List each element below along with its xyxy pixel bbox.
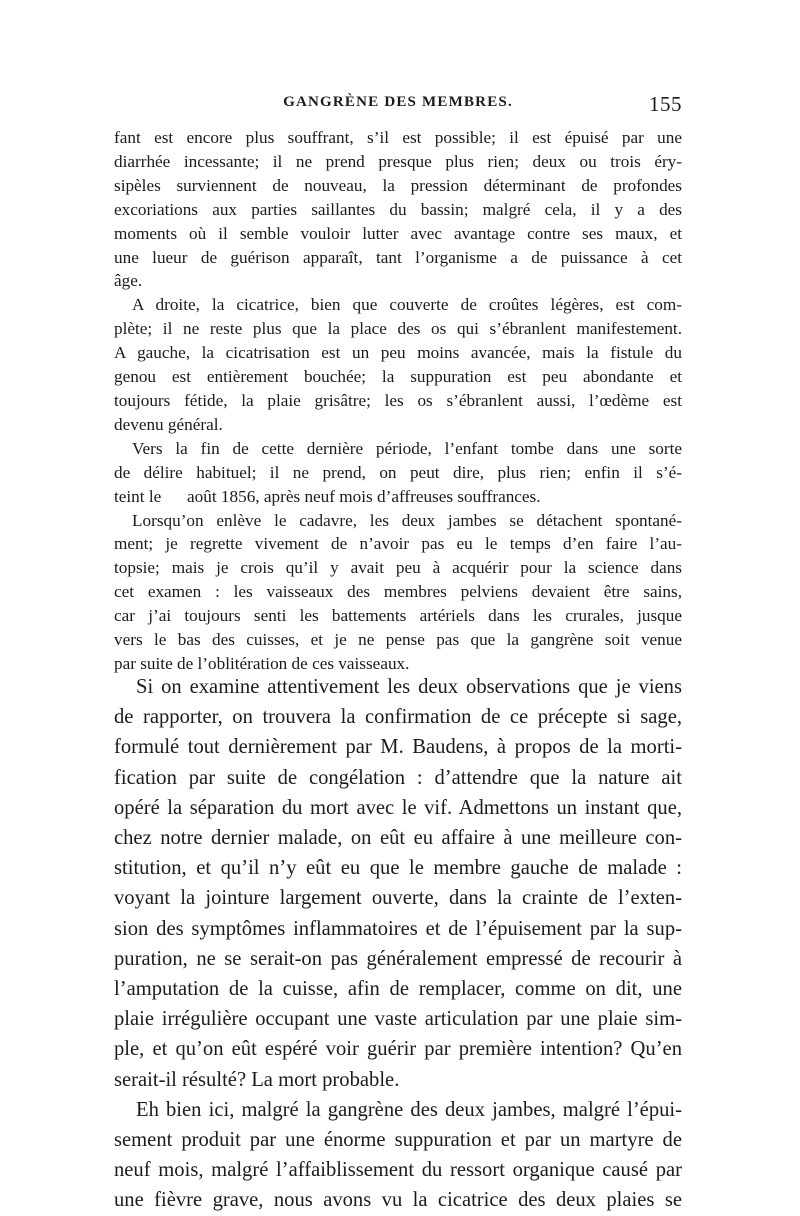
text-line: toujours fétide, la plaie grisâtre; les os s’ébranlent aussi, l’œdème est [114, 390, 682, 410]
text-line: stitution, et qu’il n’y eût eu que le membre gauche de malade : [114, 857, 682, 880]
running-head [114, 94, 682, 120]
text-line: ment; je regrette vivement de n’avoir pas eu le temps d’en faire l’au- [114, 534, 682, 554]
text-line: puration, ne se serait-on pas généralement empressé de recourir à [114, 947, 682, 970]
text-line: plète; il ne reste plus que la place des os qui s’ébranlent manifestement. [114, 319, 682, 339]
text-line: teint le août 1856, après neuf mois d’affreuses souffrances. [114, 486, 541, 506]
text-line: fant est encore plus souffrant, s’il est possible; il est épuisé par une [114, 128, 682, 147]
text-line: Vers la fin de cette dernière période, l’enfant tombe dans une sorte [132, 438, 682, 458]
text-line: fication par suite de congélation : d’attendre que la nature ait [114, 766, 682, 789]
text-line: Eh bien ici, malgré la gangrène des deux jambes, malgré l’épui- [136, 1098, 682, 1121]
text-line: formulé tout dernièrement par M. Baudens, à propos de la morti- [114, 736, 682, 759]
text-line: cet examen : les vaisseaux des membres pelviens devaient être sains, [114, 582, 682, 602]
text-line: genou est entièrement bouchée; la suppuration est peu abondante et [114, 367, 682, 387]
text-line: âge. [114, 271, 143, 291]
text-line: l’amputation de la cuisse, afin de remplacer, comme on dit, une [114, 978, 682, 1001]
text-line: par suite de l’oblitération de ces vaisseaux. [114, 653, 410, 673]
text-line: sipèles surviennent de nouveau, la pression déterminant de profondes [114, 175, 682, 195]
text-line: sement produit par une énorme suppuration et par un martyre de [114, 1129, 682, 1152]
observation-text [114, 126, 682, 676]
text-line: sion des symptômes inflammatoires et de l’épuisement par la sup- [114, 917, 682, 940]
text-line: de délire habituel; il ne prend, on peut dire, plus rien; enfin il s’é- [114, 462, 682, 482]
text-line: topsie; mais je crois qu’il y avait peu à acquérir pour la science dans [114, 558, 682, 578]
text-line: car j’ai toujours senti les battements artériels dans les crurales, jusque [114, 606, 682, 626]
text-line: plaie irrégulière occupant une vaste articulation par une plaie sim- [114, 1008, 682, 1031]
text-line: moments où il semble vouloir lutter avec avantage contre ses maux, et [114, 223, 682, 243]
text-line: devenu général. [114, 414, 223, 434]
text-line: opéré la séparation du mort avec le vif. Admettons un instant que, [114, 796, 682, 819]
text-line: ple, et qu’on eût espéré voir guérir par première intention? Qu’en [114, 1038, 682, 1061]
text-line: une fièvre grave, nous avons vu la cicatrice des deux plaies se [114, 1189, 682, 1212]
text-line: A droite, la cicatrice, bien que couverte de croûtes légères, est com- [132, 295, 682, 315]
text-line: vers le bas des cuisses, et je ne pense pas que la gangrène soit venue [114, 630, 682, 650]
text-line: neuf mois, malgré l’affaiblissement du ressort organique causé par [114, 1159, 682, 1182]
text-line: A gauche, la cicatrisation est un peu moins avancée, mais la fistule du [114, 343, 682, 363]
text-line: chez notre dernier malade, on eût eu affaire à une meilleure con- [114, 827, 682, 850]
discussion-text [114, 672, 682, 1216]
text-line: voyant la jointure largement ouverte, dans la crainte de l’exten- [114, 887, 682, 910]
text-line: de rapporter, on trouvera la confirmation de ce précepte si sage, [114, 706, 682, 729]
text-line: Lorsqu’on enlève le cadavre, les deux jambes se détachent spontané- [132, 510, 682, 530]
text-line: Si on examine attentivement les deux observations que je viens [136, 676, 682, 698]
text-line: diarrhée incessante; il ne prend presque plus rien; deux ou trois éry- [114, 151, 682, 171]
text-line: excoriations aux parties saillantes du bassin; malgré cela, il y a des [114, 199, 682, 219]
text-line: une lueur de guérison apparaît, tant l’organisme a de puissance à cet [114, 247, 682, 267]
page-number: 155 [649, 92, 682, 116]
running-title: GANGRÈNE DES MEMBRES. [283, 94, 513, 110]
text-line: serait-il résulté? La mort probable. [114, 1068, 400, 1091]
